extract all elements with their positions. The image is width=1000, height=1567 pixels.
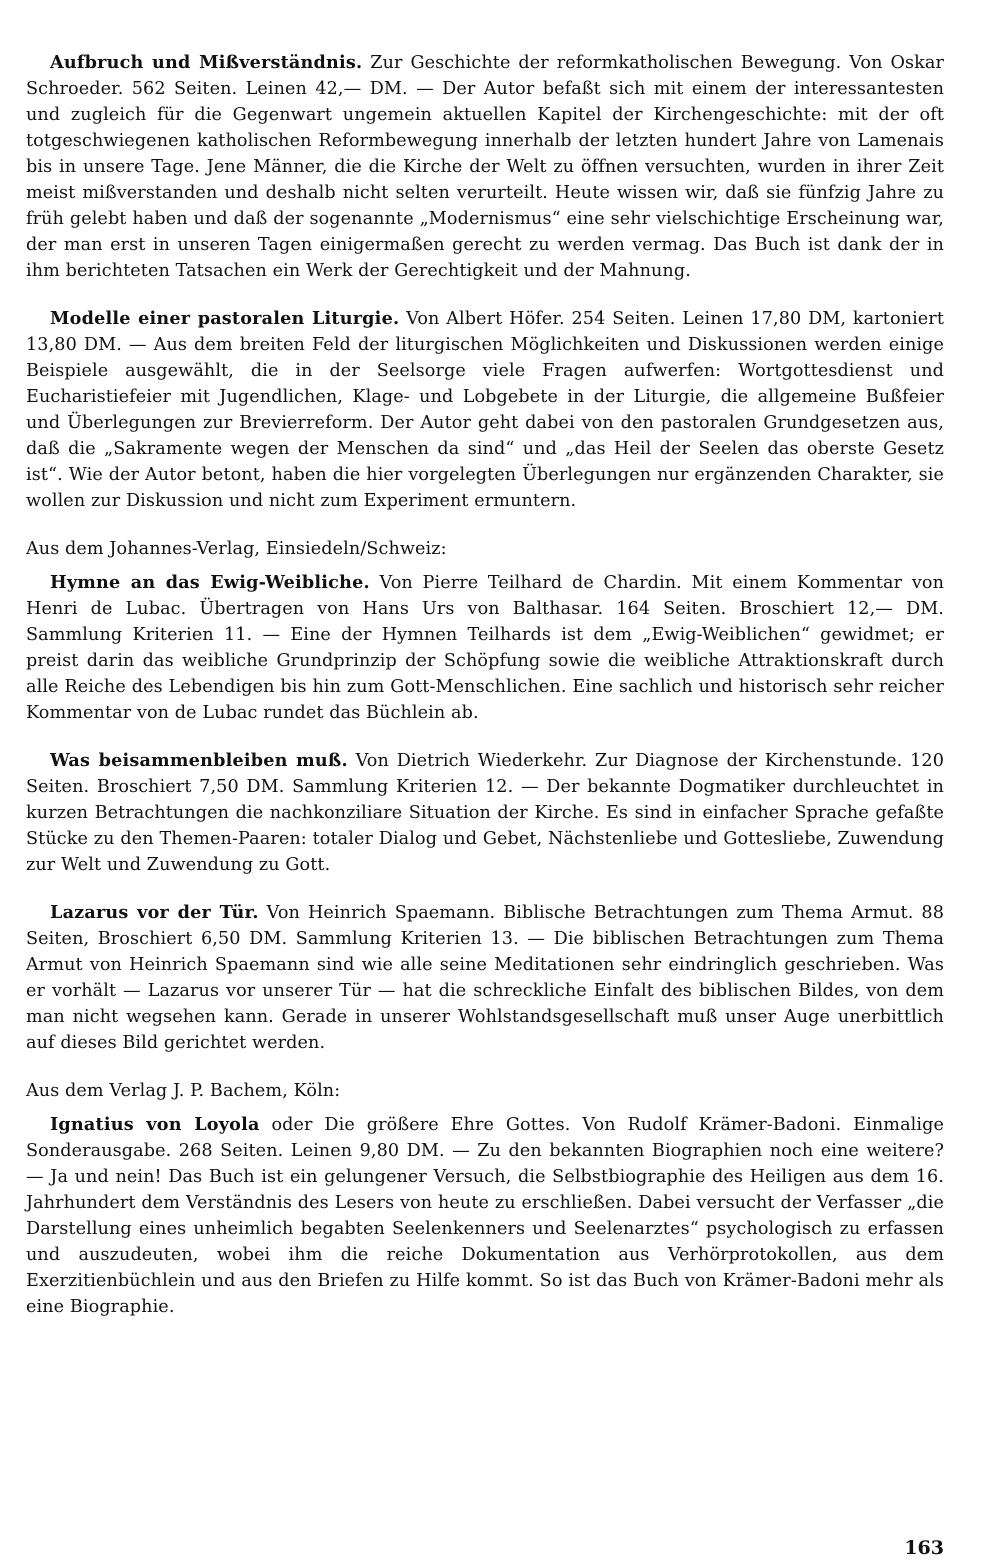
review-text: Von Pierre Teilhard de Chardin. Mit einem Kommentar von Henri de Lubac. Übertragen von Hans Urs von Balthasar. 164 Seiten. Broschiert 12,— DM. Sammlung Kriterien 11. — Eine der Hymnen Teilhards ist dem „Ewig-Weiblichen“ gewidmet; er preist darin das weibliche Grundprinzip der Schöpfung sowie die weibliche Attraktionskraft durch alle Reiche des Lebendigen bis hin zum Gott-Menschlichen. Eine sachlich und historisch sehr reicher Kommentar von de Lubac rundet das Büchlein ab. xyxy=(26,573,944,723)
review-text: Von Heinrich Spaemann. Biblische Betrachtungen zum Thema Armut. 88 Seiten, Broschiert 6,50 DM. Sammlung Kriterien 13. — Die biblischen Betrachtungen zum Thema Armut von Heinrich Spaemann sind wie alle seine Meditationen sehr eindringlich geschrieben. Was er vorhält — Lazarus vor unserer Tür — hat die schreckliche Einfalt des biblischen Bildes, von dem man nicht wegsehen kann. Gerade in unserer Wohlstandsgesellschaft muß unser Auge unerbittlich auf dieses Bild gerichtet werden. xyxy=(26,903,944,1053)
review-hymne xyxy=(26,570,944,726)
publisher-heading-bachem: Aus dem Verlag J. P. Bachem, Köln: xyxy=(26,1081,341,1101)
page-body xyxy=(26,50,944,1342)
review-title: Modelle einer pastoralen Liturgie. xyxy=(50,308,400,329)
review-text: Zur Geschichte der reformkatholischen Bewegung. Von Oskar Schroeder. 562 Seiten. Leinen 42,— DM. — Der Autor befaßt sich mit einem der interessantesten und zugleich für die Gegenwart ungemein aktuellen Kapitel der Kirchengeschichte: mit der oft totgeschwiegenen katholischen Reformbewegung innerhalb der letzten hundert Jahre von Lamenais bis in unsere Tage. Jene Männer, die die Kirche der Welt zu öffnen versuchten, wurden in ihrer Zeit meist mißverstanden und deshalb nicht selten verurteilt. Heute wissen wir, daß sie fünfzig Jahre zu früh gelebt haben und daß der sogenannte „Modernismus“ eine sehr vielschichtige Erscheinung war, der man erst in unseren Tagen einigermaßen gerecht zu werden vermag. Das Buch ist dank der in ihm berichteten Tatsachen ein Werk der Gerechtigkeit und der Mahnung. xyxy=(26,53,944,281)
review-text: Von Dietrich Wiederkehr. Zur Diagnose der Kirchenstunde. 120 Seiten. Broschiert 7,50 DM. Sammlung Kriterien 12. — Der bekannte Dogmatiker durchleuchtet in kurzen Betrachtungen die nachkonziliare Situation der Kirche. Es sind in einfacher Sprache gefaßte Stücke zu den Themen-Paaren: totaler Dialog und Gebet, Nächstenliebe und Gottesliebe, Zuwendung zur Welt und Zuwendung zu Gott. xyxy=(26,751,944,875)
review-aufbruch xyxy=(26,50,944,284)
review-title: Lazarus vor der Tür. xyxy=(50,902,259,923)
review-title: Was beisammenbleiben muß. xyxy=(50,750,348,771)
review-text: Von Albert Höfer. 254 Seiten. Leinen 17,80 DM, kartoniert 13,80 DM. — Aus dem breiten Feld der liturgischen Möglichkeiten und Diskussionen werden einige Beispiele ausgewählt, die in der Seelsorge viele Fragen aufwerfen: Wortgottesdienst und Eucharistiefeier mit Jugendlichen, Klage- und Lobgebete in der Liturgie, die allgemeine Bußfeier und Überlegungen zur Brevierreform. Der Autor geht dabei von den pastoralen Grundgesetzen aus, daß die „Sakramente wegen der Menschen da sind“ und „das Heil der Seelen das oberste Gesetz ist“. Wie der Autor betont, haben die hier vorgelegten Überlegungen nur ergänzenden Charakter, sie wollen zur Diskussion und nicht zum Experiment ermuntern. xyxy=(26,309,944,511)
review-title: Aufbruch und Mißverständnis. xyxy=(50,52,363,73)
review-beisammenbleiben xyxy=(26,748,944,878)
review-lazarus xyxy=(26,900,944,1056)
review-title: Hymne an das Ewig-Weibliche. xyxy=(50,572,370,593)
review-title: Ignatius von Loyola xyxy=(50,1114,260,1135)
publisher-heading-johannes: Aus dem Johannes-Verlag, Einsiedeln/Schweiz: xyxy=(26,539,447,559)
review-text: oder Die größere Ehre Gottes. Von Rudolf Krämer-Badoni. Einmalige Sonderausgabe. 268 Seiten. Leinen 9,80 DM. — Zu den bekannten Biographien noch eine weitere? — Ja und nein! Das Buch ist ein gelungener Versuch, die Selbstbiographie des Heiligen aus dem 16. Jahrhundert dem Verständnis des Lesers von heute zu erschließen. Dabei versucht der Verfasser „die Darstellung eines unheimlich begabten Seelenkenners und Seelenarztes“ psychologisch zu erfassen und auszudeuten, wobei ihm die reiche Dokumentation aus Verhörprotokollen, aus dem Exerzitienbüchlein und aus den Briefen zu Hilfe kommt. So ist das Buch von Krämer-Badoni mehr als eine Biographie. xyxy=(26,1115,944,1317)
page-number: 163 xyxy=(904,1537,944,1559)
review-modelle xyxy=(26,306,944,514)
review-ignatius xyxy=(26,1112,944,1320)
